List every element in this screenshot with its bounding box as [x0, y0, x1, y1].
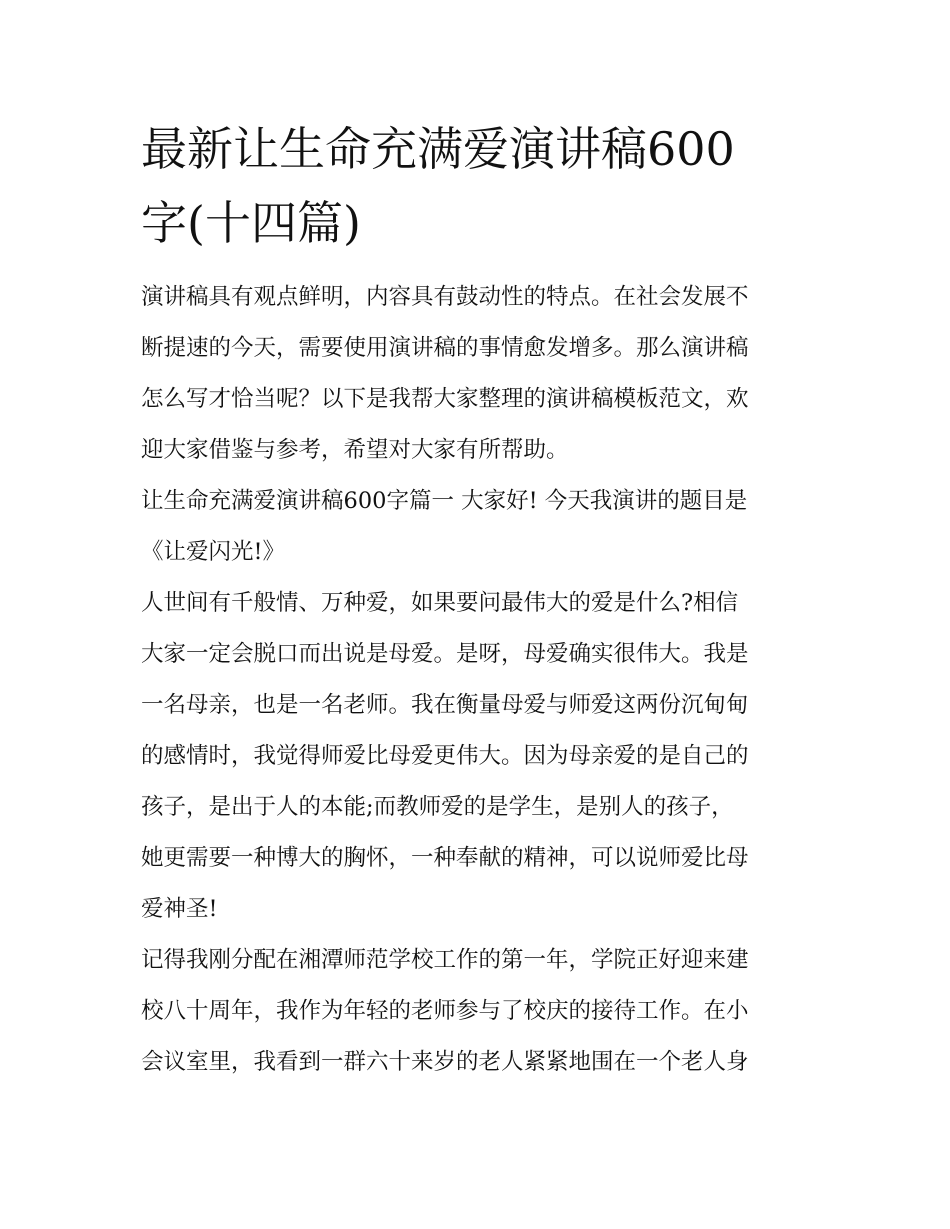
text-line: 的感情时，我觉得师爱比母爱更伟大。因为母亲爱的是自己的 — [141, 743, 749, 769]
text-line: 让生命充满爱演讲稿600字篇一 大家好! 今天我演讲的题目是 — [141, 488, 748, 514]
body-paragraph — [141, 935, 813, 1088]
document-title — [141, 112, 813, 260]
text-line: 人世间有千般情、万种爱，如果要问最伟大的爱是什么?相信 — [141, 590, 739, 616]
text-line: 会议室里，我看到一群六十来岁的老人紧紧地围在一个老人身 — [141, 1049, 749, 1075]
title-line: 最新让生命充满爱演讲稿600 — [141, 122, 735, 176]
text-line: 《让爱闪光!》 — [141, 539, 286, 565]
text-line: 怎么写才恰当呢？以下是我帮大家整理的演讲稿模板范文，欢 — [141, 386, 749, 412]
text-line: 爱神圣! — [141, 896, 218, 922]
document-body — [141, 112, 813, 1088]
body-paragraph — [141, 578, 813, 935]
text-line: 一名母亲，也是一名老师。我在衡量母爱与师爱这两份沉甸甸 — [141, 692, 749, 718]
text-line: 记得我刚分配在湘潭师范学校工作的第一年，学院正好迎来建 — [141, 947, 749, 973]
text-line: 迎大家借鉴与参考，希望对大家有所帮助。 — [141, 437, 569, 463]
text-line: 演讲稿具有观点鲜明，内容具有鼓动性的特点。在社会发展不 — [141, 284, 749, 310]
title-line: 字(十四篇) — [141, 196, 361, 250]
section-heading-paragraph — [141, 476, 813, 578]
intro-paragraph — [141, 272, 813, 476]
text-line: 校八十周年，我作为年轻的老师参与了校庆的接待工作。在小 — [141, 998, 749, 1024]
text-line: 断提速的今天，需要使用演讲稿的事情愈发增多。那么演讲稿 — [141, 335, 749, 361]
text-line: 孩子，是出于人的本能;而教师爱的是学生，是别人的孩子， — [141, 794, 734, 820]
text-line: 大家一定会脱口而出说是母爱。是呀，母爱确实很伟大。我是 — [141, 641, 749, 667]
text-line: 她更需要一种博大的胸怀，一种奉献的精神，可以说师爱比母 — [141, 845, 749, 871]
